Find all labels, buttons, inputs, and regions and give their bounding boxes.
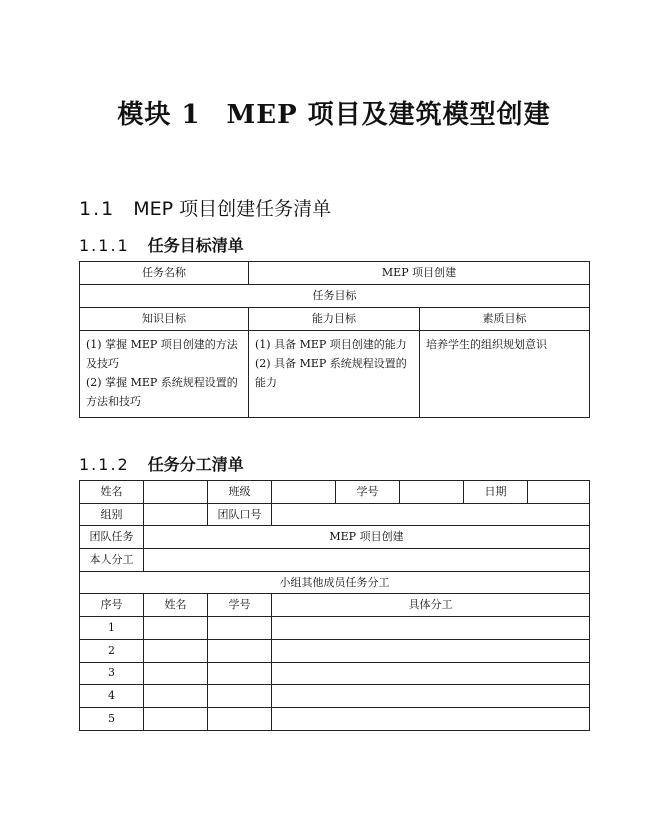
col-name: 姓名 (144, 594, 208, 617)
name-field (144, 481, 208, 504)
quality-goal-item: 培养学生的组织规划意识 (426, 338, 547, 351)
section-number: 1.1 (79, 198, 116, 220)
row-id (208, 617, 272, 640)
student-id-label: 学号 (336, 481, 400, 504)
subsection-title: 任务目标清单 (147, 236, 244, 255)
date-label: 日期 (464, 481, 528, 504)
col-detail: 具体分工 (272, 594, 590, 617)
student-id-field (400, 481, 464, 504)
subsection-title: 任务分工清单 (147, 455, 244, 474)
module-number: 模块 1 (117, 100, 201, 130)
row-detail (272, 662, 590, 685)
class-label: 班级 (208, 481, 272, 504)
group-label: 组别 (80, 503, 144, 526)
team-slogan-field (272, 503, 590, 526)
ability-goal-item: (1) 具备 MEP 项目创建的能力 (255, 338, 407, 351)
knowledge-goal-item: (2) 掌握 MEP 系统规程设置的方法和技巧 (86, 376, 238, 408)
knowledge-goals-cell (80, 331, 249, 418)
section-heading (79, 194, 331, 221)
knowledge-goal-item: (1) 掌握 MEP 项目创建的方法及技巧 (86, 338, 238, 370)
row-name (144, 639, 208, 662)
table-row (80, 685, 590, 708)
team-task-value: MEP 项目创建 (144, 526, 590, 549)
row-id (208, 639, 272, 662)
module-title (0, 94, 668, 131)
row-detail (272, 617, 590, 640)
row-detail (272, 685, 590, 708)
group-field (144, 503, 208, 526)
row-detail (272, 707, 590, 730)
row-name (144, 617, 208, 640)
col-no: 序号 (80, 594, 144, 617)
subsection-number: 1.1.1 (79, 236, 130, 255)
task-name-value: MEP 项目创建 (249, 262, 590, 285)
row-name (144, 685, 208, 708)
my-division-label: 本人分工 (80, 549, 144, 572)
section-title: MEP 项目创建任务清单 (133, 198, 332, 220)
row-number: 1 (80, 617, 144, 640)
name-label: 姓名 (80, 481, 144, 504)
task-division-table (79, 480, 590, 731)
ability-goal-item: (2) 具备 MEP 系统规程设置的能力 (255, 357, 407, 389)
team-slogan-label: 团队口号 (208, 503, 272, 526)
row-number: 3 (80, 662, 144, 685)
row-number: 2 (80, 639, 144, 662)
quality-goals-cell (420, 331, 590, 418)
col-knowledge-goal: 知识目标 (80, 308, 249, 331)
goals-header: 任务目标 (80, 285, 590, 308)
col-student-id: 学号 (208, 594, 272, 617)
subsection-number: 1.1.2 (79, 455, 130, 474)
task-goals-table (79, 261, 590, 418)
date-field (528, 481, 590, 504)
table-row (80, 617, 590, 640)
row-id (208, 662, 272, 685)
table-row (80, 707, 590, 730)
task-name-label: 任务名称 (80, 262, 249, 285)
subsection-heading-goals (79, 233, 244, 256)
my-division-field (144, 549, 590, 572)
row-detail (272, 639, 590, 662)
team-task-label: 团队任务 (80, 526, 144, 549)
table-row (80, 662, 590, 685)
row-number: 5 (80, 707, 144, 730)
col-ability-goal: 能力目标 (249, 308, 420, 331)
other-members-header: 小组其他成员任务分工 (80, 571, 590, 594)
module-name: MEP 项目及建筑模型创建 (226, 100, 551, 130)
ability-goals-cell (249, 331, 420, 418)
class-field (272, 481, 336, 504)
col-quality-goal: 素质目标 (420, 308, 590, 331)
row-name (144, 707, 208, 730)
row-id (208, 685, 272, 708)
row-name (144, 662, 208, 685)
row-id (208, 707, 272, 730)
table-row (80, 639, 590, 662)
row-number: 4 (80, 685, 144, 708)
subsection-heading-division (79, 452, 244, 475)
